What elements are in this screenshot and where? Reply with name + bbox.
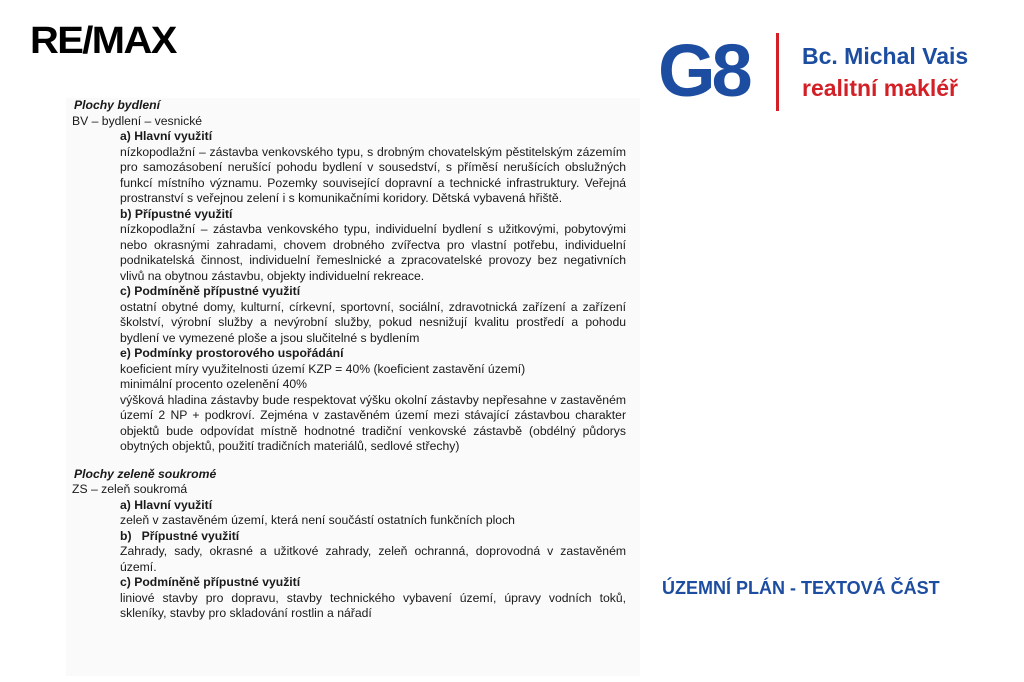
remax-logo: RE/MAX (30, 20, 176, 62)
agent-name: Bc. Michal Vais (802, 43, 969, 69)
section-category: Plochy zeleně soukromé (74, 466, 217, 481)
subsection-text: Zahrady, sady, okrasné a užitkové zahrady, zeleň ochranná, doprovodná v zastavěném území. (120, 544, 626, 574)
document-excerpt (66, 98, 640, 676)
section-code: BV – bydlení – vesnické (72, 113, 203, 128)
subsection-title: a) Hlavní využití (120, 129, 213, 143)
subsection-title: b) Přípustné využití (120, 206, 233, 221)
g8-logo: G8 (658, 29, 749, 112)
subsection-title: e) Podmínky prostorového uspořádání (120, 346, 344, 360)
subsection-text: koeficient míry využitelnosti území KZP = 40% (koeficient zastavění území) (120, 361, 526, 376)
subsection-text: minimální procento ozelenění 40% (120, 377, 307, 391)
subsection-text: ostatní obytné domy, kulturní, církevní, sportovní, sociální, zdravotnická zařízení a zařízení školství, výrobní služby a nevýrobní služby, pokud nesnižují kvalitu prostředí a pohodu bydlení ve vymezené ploše a jsou slučitelné s bydlením (120, 299, 626, 345)
logo-divider (776, 33, 779, 111)
subsection-text: nízkopodlažní – zástavba venkovského typu, individuelní bydlení s užitkovými, pobytovými nebo okrasnými zahradami, chovem drobného zvířectva pro vlastní potřebu, individuelní podnikatelská činnost, individuelní řemeslnické a zpracovatelské provozy bez negativních vlivů na obytnou zástavbu, objekty individuelní rekreace. (120, 222, 626, 283)
document-caption: ÚZEMNÍ PLÁN - TEXTOVÁ ČÁST (662, 578, 940, 598)
agent-role: realitní makléř (802, 75, 958, 101)
section-gap (66, 455, 640, 467)
subsection-title: b) Přípustné využití (120, 528, 240, 543)
section-code: ZS – zeleň soukromá (72, 482, 188, 496)
subsection-text: liniové stavby pro dopravu, stavby technického vybavení území, úpravy vodních toků, skleníky, stavby pro skladování rostlin a nářadí (120, 590, 626, 620)
subsection-text: zeleň v zastavěném území, která není součástí ostatních funkčních ploch (120, 513, 515, 527)
subsection-title: a) Hlavní využití (120, 497, 213, 512)
section-category: Plochy bydlení (74, 98, 161, 112)
subsection-text: výšková hladina zástavby bude respektovat výšku okolní zástavby nepřesahne v zastavěném území 2 NP + podkroví. Zejména v zastavěném území mezi stávající zástavbou charakter objektů bude odpovídat místně hodnotné tradiční venkovské zástavbě (obdélný půdorys obytných objektů, použití tradičních materiálů, sedlové střechy) (120, 392, 626, 453)
subsection-title: c) Podmíněně přípustné využití (120, 284, 301, 298)
subsection-title: c) Podmíněně přípustné využití (120, 575, 301, 589)
subsection-text: nízkopodlažní – zástavba venkovského typu, s drobným chovatelským pěstitelským zázemím pro samozásobení nerušící pohodu bydlení v sousedství, s příměsí nerušících obslužných funkcí místního významu. Pozemky související dopravní a technické infrastruktury. Veřejná prostranství s veřejnou zelení i s komunikačními koridory. Dětská vybavená hřiště. (120, 144, 626, 205)
